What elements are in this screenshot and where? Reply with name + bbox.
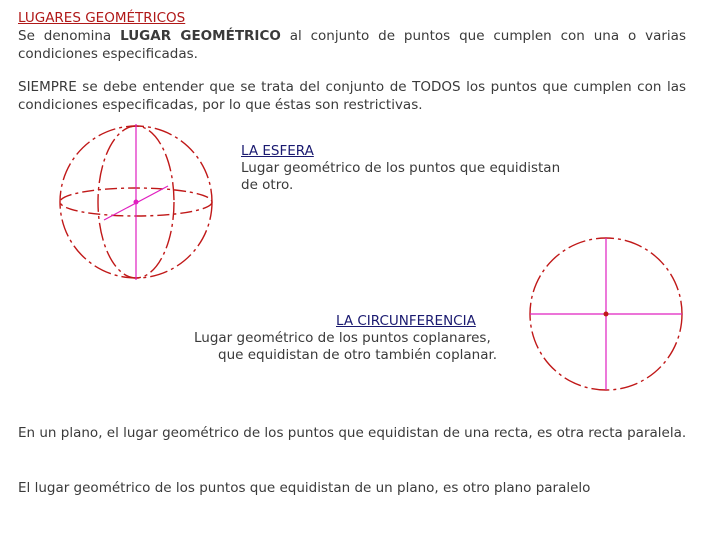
circle-text-line2: que equidistan de otro también coplanar. — [218, 347, 498, 363]
plane-line-paragraph: En un plano, el lugar geométrico de los puntos que equidistan de una recta, es otra recta paralela. — [18, 425, 687, 441]
note-paragraph: SIEMPRE se debe entender que se trata del conjunto de TODOS los puntos que cumplen con las condiciones especificadas, por lo que éstas son restrictivas. — [18, 79, 686, 113]
circle-heading: LA CIRCUNFERENCIA — [336, 313, 476, 329]
sphere-heading: LA ESFERA — [241, 143, 314, 159]
sphere-text-line2: de otro. — [241, 177, 294, 193]
circle-text-line1: Lugar geométrico de los puntos coplanares, — [194, 330, 491, 346]
circle-center-point — [604, 312, 609, 317]
intro-before: Se denomina — [18, 28, 121, 44]
page-title: LUGARES GEOMÉTRICOS — [18, 10, 186, 26]
sphere-text-line1: Lugar geométrico de los puntos que equidistan — [241, 160, 561, 176]
intro-after: al conjunto de puntos que cumplen con una o varias condiciones especificadas. — [18, 28, 686, 62]
space-plane-paragraph: El lugar geométrico de los puntos que equidistan de un plano, es otro plano paralelo — [18, 480, 591, 496]
intro-term: LUGAR GEOMÉTRICO — [120, 28, 281, 44]
